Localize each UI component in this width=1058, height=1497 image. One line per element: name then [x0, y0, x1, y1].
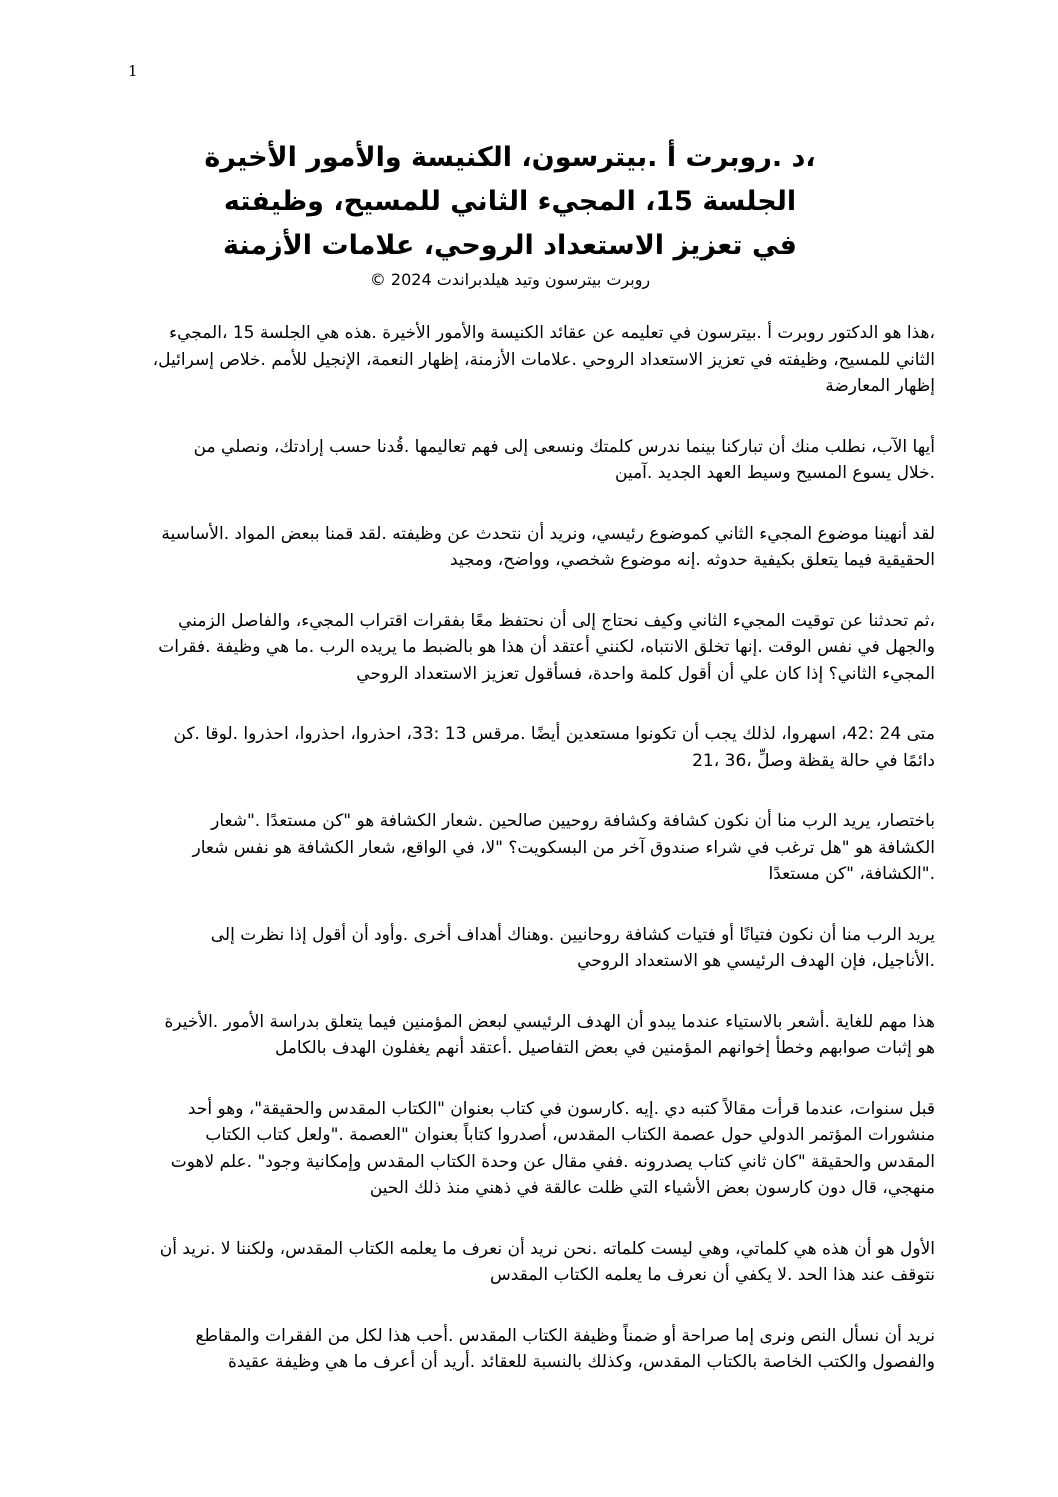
- title-line-3: في تعزيز الاستعداد الروحي، علامات الأزمنة: [223, 230, 797, 261]
- document-body: [150, 320, 935, 1410]
- paragraph-2: أيها الآب، نطلب منك أن تباركنا بينما ندرس كلمتك ونسعى إلى فهم تعاليمها .قُدنا حسب إرادتك، ونصلي من .خلال يسوع المسيح وسيط العهد الجديد .آمين: [193, 436, 935, 483]
- paragraph-5: متى 24 :42، اسهروا، لذلك يجب أن تكونوا مستعدين أيضًا .مرقس 13 :33، احذروا، احذروا، احذروا .لوقا .كن دائمًا في حالة يقظة وصلِّ ،36 ،21: [173, 724, 935, 771]
- paragraph-10: الأول هو أن هذه هي كلماتي، وهي ليست كلماته .نحن نريد أن نعرف ما يعلمه الكتاب المقدس، ولكننا لا .نريد أن نتوقف عند هذا الحد .لا يكفي أن نعرف ما يعلمه الكتاب المقدس: [159, 1238, 935, 1285]
- paragraph-11: نريد أن نسأل النص ونرى إما صراحة أو ضمناً وظيفة الكتاب المقدس .أحب هذا لكل من الفقرات والمقاطع والفصول والكتب الخاصة بالكتاب المقدس، وكذلك بالنسبة للعقائد .أريد أن أعرف ما هي وظيفة عقيدة: [195, 1325, 935, 1372]
- title-line-1: ،د .روبرت أ .بيترسون، الكنيسة والأمور الأخيرة: [204, 142, 816, 173]
- paragraph-9: قبل سنوات، عندما قرأت مقالاً كتبه دي .إيه .كارسون في كتاب بعنوان "الكتاب المقدس والحقيقة"، وهو أحد منشورات المؤتمر الدولي حول عصمة الكتاب المقدس، أصدروا كتاباً بعنوان "العصمة ."ولعل كتاب الكتاب المقدس والحقيقة "كان ثاني كتاب يصدرونه .ففي مقال عن وحدة الكتاب المقدس وإمكانية وجود" .علم لاهوت منهجي، قال دون كارسون بعض الأشياء التي ظلت عالقة في ذهني منذ ذلك الحين: [170, 1098, 935, 1198]
- page-number: 1: [128, 62, 138, 80]
- title-line-2: الجلسة 15، المجيء الثاني للمسيح، وظيفته: [223, 186, 797, 217]
- paragraph-1: ،هذا هو الدكتور روبرت أ .بيترسون في تعليمه عن عقائد الكنيسة والأمور الأخيرة .هذه هي الجلسة 15 ،المجيء الثاني للمسيح، وظيفته في تعزيز الاستعداد الروحي .علامات الأزمنة، إظهار النعمة، الإنجيل للأمم .خلاص إسرائيل، إظهار المعارضة: [152, 323, 935, 396]
- paragraph-8: هذا مهم للغاية .أشعر بالاستياء عندما يبدو أن الهدف الرئيسي لبعض المؤمنين فيما يتعلق بدراسة الأمور .الأخيرة هو إثبات صوابهم وخطأ إخوانهم المؤمنين في بعض التفاصيل .أعتقد أنهم يغفلون الهدف بالكامل: [164, 1011, 935, 1058]
- copyright-line: روبرت بيترسون وتيد هيلدبراندت 2024 ©: [369, 270, 651, 289]
- paragraph-7: يريد الرب منا أن نكون فتيانًا أو فتيات كشافة روحانيين .وهناك أهداف أخرى .وأود أن أقول إذا نظرت إلى .الأناجيل، فإن الهدف الرئيسي هو الاستعداد الروحي: [210, 924, 935, 971]
- paragraph-3: لقد أنهينا موضوع المجيء الثاني كموضوع رئيسي، ونريد أن نتحدث عن وظيفته .لقد قمنا ببعض المواد .الأساسية الحقيقية فيما يتعلق بكيفية حدوثه .إنه موضوع شخصي، وواضح، ومجيد: [161, 523, 935, 570]
- title-block: [180, 136, 840, 292]
- paragraph-6: باختصار، يريد الرب منا أن نكون كشافة وكشافة روحيين صالحين .شعار الكشافة هو "كن مستعدًا ."شعار الكشافة هو "هل ترغب في شراء صندوق آخر من البسكويت؟ "لا، في الواقع، شعار الكشافة هو نفس شعار ."الكشافة، "كن مستعدًا: [192, 811, 935, 884]
- paragraph-4: ،ثم تحدثنا عن توقيت المجيء الثاني وكيف نحتاج إلى أن نحتفظ معًا بفقرات اقتراب المجيء، والفاصل الزمني والجهل في نفس الوقت .إنها تخلق الانتباه، لكنني أعتقد أن هذا هو بالضبط ما يريده الرب .ما هي وظيفة .فقرات المجيء الثاني؟ إذا كان علي أن أقول كلمة واحدة، فسأقول تعزيز الاستعداد الروحي: [158, 610, 935, 684]
